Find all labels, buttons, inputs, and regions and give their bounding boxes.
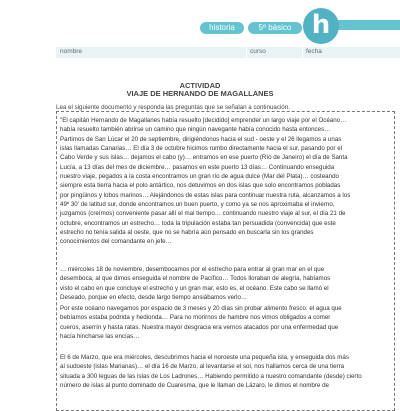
paragraph-line: Partimos de San Lúcar el 20 de septiembre, dirigiéndonos hacia el sud - oeste y el 26 llegamos a unas [60, 135, 342, 143]
paragraph-line: estrecho no tenía salida al oeste, que no se habría aún pensado en buscarla sin los grandes [60, 229, 314, 237]
paragraph-line: visto el cabo en que concluye el estrecho y un gran mar, esto es, el océano. Este cabo se llamó el [60, 284, 329, 292]
instructions: Lea el siguiente documento y responda las preguntas que se señalan a continuación. [56, 104, 290, 111]
field-divider [246, 47, 247, 58]
paragraph-line: "El capitán Hernando de Magallanes había resuelto [decidido] emprender un largo viaje por el Océano… [60, 117, 347, 124]
paragraph-line: Cabo Verde y sus islas… dejamos el cabo (y)… entramos en ese puerto (Río de Janeiro) el día de Santa [60, 154, 348, 162]
logo-tail [330, 20, 400, 30]
paragraph-line: Deseado, porque en efecto, desde largo tiempo ansiábamos verlo… [60, 294, 248, 302]
paragraph [60, 265, 390, 302]
brand-logo: h [303, 8, 339, 44]
paragraph-line: octubre, encontramos un estrecho… toda la tripulación estaba tan persuadida (convencida) que este [60, 219, 336, 227]
paragraph-line: bebíamos estaba podrida y hedionda… Para no morirnos de hambre nos vimos obligados a comer [60, 314, 331, 322]
paragraph-line: había resuelto también abrirse un camino que ningún navegante había conocido hasta entonces… [60, 126, 331, 134]
paragraph-line: situada a 300 leguas de las islas de Los Ladrones… Habiendo permitido a nuestro comandante (desde) cierto [60, 372, 362, 380]
paragraph-line: por pingüinos y lobos marinos… Alejándonos de estas islas para continuar nuestra ruta, alcanzamos a los [60, 191, 351, 199]
field-divider [302, 47, 303, 58]
paragraph-line: siempre esta tierra hacia el polo antártico, nos detuvimos en dos islas que solo encontramos pobladas [60, 182, 341, 190]
paragraph [60, 116, 390, 247]
paragraph-line: Por este océano navegamos por espacio de 3 meses y 20 días sin probar alimento fresco: el agua que [60, 305, 342, 312]
paragraph-line: … miércoles 18 de noviembre, desembocamos por el estrecho para entrar al gran mar en el que [60, 266, 325, 273]
paragraph-line: Lucía, a 13 días del mes de diciembre… pasamos en este puerto 13 días… Continuando enseguida [60, 163, 335, 171]
paragraph-line: nuestro viaje, pegados a la costa encontramos un gran río de agua dulce (Mar del Plata)… costeando [60, 173, 339, 181]
grade-badge: 5º básico [248, 22, 302, 34]
paragraph-line: juzgamos (creímos) conveniente pasar allí el mal tiempo… continuando nuestro viaje al sur, el día 21 de [60, 210, 346, 218]
paragraph-line: desemboca, al que dimos enseguida el nombre de Pacífico… Todos lloraban de alegría, habíamos [60, 275, 331, 283]
paragraph-line: El 6 de Marzo, que era miércoles, descubrimos hacia el noroeste una pequeña isla, y enseguida dos más [60, 354, 349, 361]
paragraph-line: 49º 30' de latitud sur, donde encontramos un buen puerto, y como ya se nos aproximaba el invierno, [60, 201, 335, 209]
date-field-label: fecha [306, 48, 322, 55]
paragraph-line: hacía hincharse las encías… [60, 333, 140, 341]
document-title: VIAJE DE HERNANDO DE MAGALLANES [126, 89, 274, 98]
paragraph-line: número de islas al punto dominado de Cuaresma, que le llaman de Lázaro, le dimos el nombre de [60, 382, 329, 390]
course-field-label: curso [250, 48, 266, 55]
subject-badge: historia [200, 22, 244, 34]
activity-label: ACTIVIDAD [179, 81, 221, 90]
paragraph-line: al sudoeste (islas Marianas)… el día 16 de Marzo, al levantarse el sol, nos hallamos cerca de una tierra [60, 363, 345, 371]
paragraph-line: conocimientos del comandante en jefe… [60, 238, 172, 246]
name-field-label: nombre [60, 48, 83, 55]
student-info-fields [56, 47, 400, 58]
paragraph-line: cueros, aserrín y hasta ratas. Nuestra mayor desgracia era vernos atacados por una enfermedad que [60, 323, 339, 331]
paragraph [60, 353, 390, 390]
paragraph [60, 304, 390, 341]
header-bar [0, 0, 400, 40]
paragraph-line: islas llamadas Canarias… El día 3 de octubre hicimos rumbo directamente hacia el sur, pasando por el [60, 145, 343, 153]
